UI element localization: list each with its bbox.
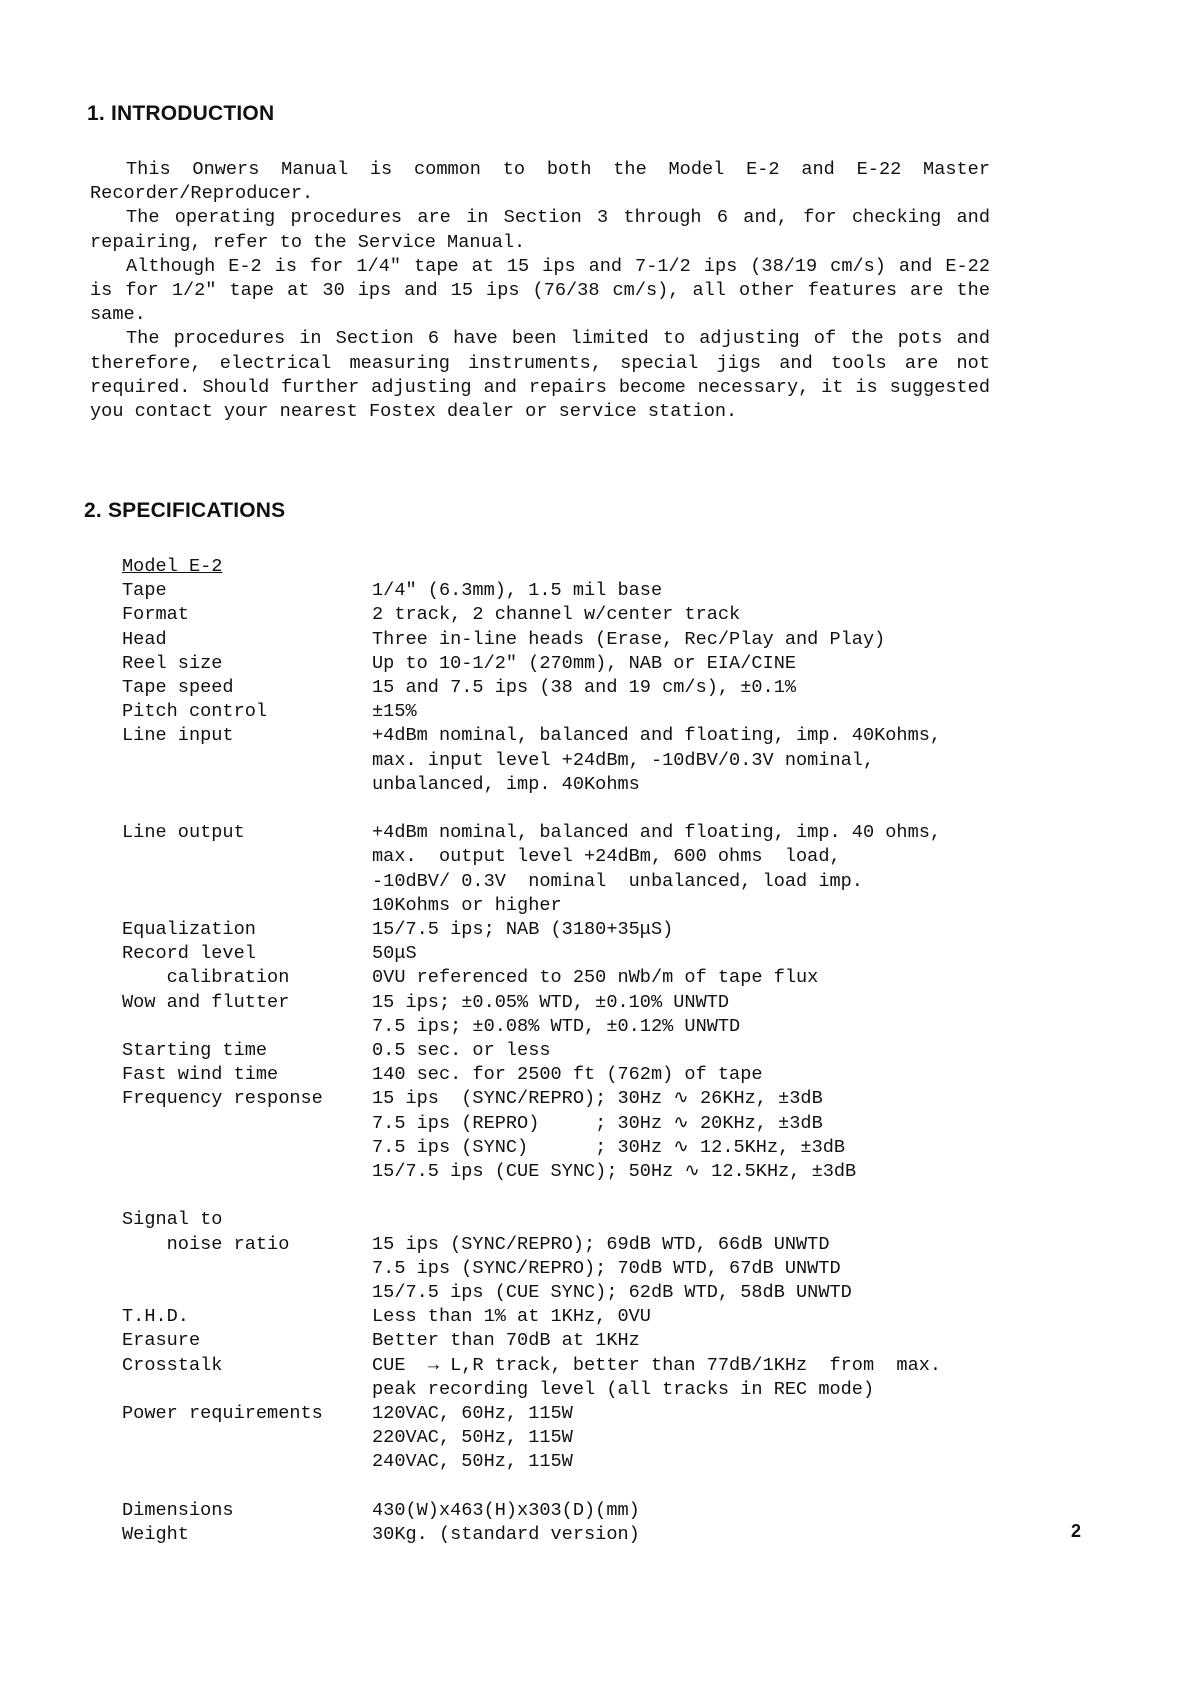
spec-value (372, 1499, 1002, 1523)
spec-row (122, 797, 1002, 821)
spec-rows (122, 579, 1002, 1547)
spec-value (372, 1402, 1002, 1475)
spec-value (372, 676, 1002, 700)
spec-row (122, 579, 1002, 603)
spec-value-line: 220VAC, 50Hz, 115W (372, 1427, 573, 1449)
spec-label: Starting time (122, 1040, 268, 1062)
spec-row (122, 603, 1002, 627)
spec-label: Tape (122, 580, 167, 602)
spec-row (122, 1063, 1002, 1087)
spec-label: Pitch control (122, 701, 268, 723)
spec-value-line: unbalanced, imp. 40Kohms (372, 773, 640, 795)
spec-row (122, 700, 1002, 724)
section-heading-specifications: 2. SPECIFICATIONS (84, 499, 286, 522)
introduction-body (90, 158, 990, 424)
spec-label (122, 1184, 372, 1208)
spec-value-line: 0.5 sec. or less (372, 1040, 551, 1062)
spec-value-line: 30Kg. (standard version) (372, 1524, 640, 1546)
spec-value-line: 240VAC, 50Hz, 115W (372, 1451, 573, 1473)
spec-value-line: 2 track, 2 channel w/center track (372, 604, 741, 626)
spec-value (372, 1039, 1002, 1063)
spec-value (372, 797, 1002, 821)
model-title: Model E-2 (122, 556, 223, 577)
spec-label: Dimensions (122, 1499, 234, 1521)
spec-value (372, 1184, 1002, 1208)
spec-value (372, 966, 1002, 990)
spec-value-line: 140 sec. for 2500 ft (762m) of tape (372, 1064, 763, 1086)
spec-value (372, 1305, 1002, 1329)
spec-value-line: 1/4" (6.3mm), 1.5 mil base (372, 580, 663, 602)
spec-value-line: 15/7.5 ips (CUE SYNC); 62dB WTD, 58dB UNWTD (372, 1282, 852, 1304)
spec-row (122, 1523, 1002, 1547)
spec-value-line: 7.5 ips (SYNC) ; 30Hz ∿ 12.5KHz, ±3dB (372, 1136, 846, 1158)
spec-label: Head (122, 628, 167, 650)
spec-row (122, 628, 1002, 652)
spec-label: Frequency response (122, 1088, 323, 1110)
spec-row (122, 1402, 1002, 1475)
spec-row (122, 918, 1002, 942)
spec-label: Format (122, 604, 189, 626)
spec-row (122, 966, 1002, 990)
spec-label: Equalization (122, 919, 256, 941)
spec-row (122, 1354, 1002, 1402)
spec-value-line: max. input level +24dBm, -10dBV/0.3V nominal, (372, 749, 875, 771)
spec-value-line: ±15% (372, 701, 417, 723)
spec-value-line: 15 and 7.5 ips (38 and 19 cm/s), ±0.1% (372, 677, 797, 698)
spec-value-line: Three in-line heads (Erase, Rec/Play and Play) (372, 628, 886, 650)
spec-label: Fast wind time (122, 1064, 279, 1086)
spec-value-line: 430(W)x463(H)x303(D)(mm) (372, 1499, 640, 1521)
spec-label: calibration (122, 967, 290, 989)
spec-value-line: Less than 1% at 1KHz, 0VU (372, 1306, 651, 1328)
spec-label (122, 797, 372, 821)
spec-value (372, 700, 1002, 724)
spec-row (122, 991, 1002, 1039)
intro-paragraph: The procedures in Section 6 have been limited to adjusting of the pots and therefore, electrical measuring instruments, special jigs and tools are not required. Should further adjusting and repairs become necessary, it is suggested you contact your nearest Fostex dealer or service station. (90, 328, 990, 423)
intro-paragraph: The operating procedures are in Section 3 through 6 and, for checking and repairing, refer to the Service Manual. (90, 207, 990, 253)
spec-label: Signal to (122, 1209, 223, 1231)
spec-value (372, 1475, 1002, 1499)
spec-value (372, 991, 1002, 1039)
spec-row (122, 1087, 1002, 1184)
spec-value-line: 7.5 ips; ±0.08% WTD, ±0.12% UNWTD (372, 1015, 741, 1037)
spec-label: noise ratio (122, 1233, 290, 1255)
spec-value-line: Better than 70dB at 1KHz (372, 1330, 640, 1352)
spec-value-line: 7.5 ips (REPRO) ; 30Hz ∿ 20KHz, ±3dB (372, 1112, 823, 1134)
spec-label: Record level (122, 943, 256, 965)
spec-value-line (372, 1475, 1002, 1499)
spec-value (372, 1523, 1002, 1547)
spec-label: Line output (122, 822, 245, 844)
spec-value-line: +4dBm nominal, balanced and floating, imp. 40Kohms, (372, 725, 942, 747)
spec-value (372, 1208, 1002, 1232)
spec-value-line: max. output level +24dBm, 600 ohms load, (372, 846, 841, 868)
spec-value-line: +4dBm nominal, balanced and floating, imp. 40 ohms, (372, 822, 942, 844)
spec-value-line: Up to 10-1/2" (270mm), NAB or EIA/CINE (372, 652, 797, 674)
spec-value-line: 120VAC, 60Hz, 115W (372, 1403, 573, 1425)
spec-row (122, 1475, 1002, 1499)
spec-label (122, 1475, 372, 1499)
spec-value (372, 724, 1002, 797)
spec-value (372, 603, 1002, 627)
spec-value-line: peak recording level (all tracks in REC mode) (372, 1378, 875, 1400)
section-heading-introduction: 1. INTRODUCTION (87, 102, 275, 125)
spec-row (122, 1329, 1002, 1353)
spec-value-line (372, 797, 1002, 821)
spec-value-line: 15/7.5 ips (CUE SYNC); 50Hz ∿ 12.5KHz, ±3dB (372, 1161, 857, 1183)
spec-row (122, 1233, 1002, 1306)
page-number: 2 (1071, 1521, 1082, 1541)
spec-row (122, 942, 1002, 966)
spec-value (372, 1354, 1002, 1402)
spec-value-line: 15 ips (SYNC/REPRO); 30Hz ∿ 26KHz, ±3dB (372, 1088, 823, 1110)
spec-value-line: 10Kohms or higher (372, 894, 562, 916)
spec-label: Erasure (122, 1330, 201, 1352)
spec-row (122, 821, 1002, 918)
spec-value-line (372, 1184, 1002, 1208)
spec-value (372, 1063, 1002, 1087)
spec-label: Weight (122, 1524, 189, 1546)
spec-label: Reel size (122, 652, 223, 674)
spec-value (372, 579, 1002, 603)
specifications-table (122, 555, 1002, 1547)
spec-value-line (372, 1208, 1002, 1232)
spec-row (122, 1305, 1002, 1329)
spec-value (372, 942, 1002, 966)
spec-value-line: 0VU referenced to 250 nWb/m of tape flux (372, 967, 819, 989)
spec-value (372, 652, 1002, 676)
spec-row (122, 676, 1002, 700)
spec-value-line: -10dBV/ 0.3V nominal unbalanced, load imp. (372, 870, 863, 892)
spec-label: T.H.D. (122, 1306, 189, 1328)
spec-value (372, 821, 1002, 918)
spec-label: Tape speed (122, 677, 234, 698)
spec-value (372, 628, 1002, 652)
spec-value-line: 50μS (372, 943, 417, 965)
spec-value (372, 1087, 1002, 1184)
spec-value (372, 1233, 1002, 1306)
spec-value-line: 7.5 ips (SYNC/REPRO); 70dB WTD, 67dB UNWTD (372, 1257, 841, 1279)
spec-row (122, 1499, 1002, 1523)
spec-value-line: 15 ips (SYNC/REPRO); 69dB WTD, 66dB UNWTD (372, 1233, 830, 1255)
spec-label: Power requirements (122, 1403, 323, 1425)
spec-value (372, 918, 1002, 942)
spec-row (122, 652, 1002, 676)
spec-row (122, 1184, 1002, 1208)
spec-value (372, 1329, 1002, 1353)
intro-paragraph: This Onwers Manual is common to both the Model E-2 and E-22 Master Recorder/Reproducer. (90, 159, 990, 205)
spec-value-line: 15 ips; ±0.05% WTD, ±0.10% UNWTD (372, 991, 730, 1013)
spec-label: Crosstalk (122, 1354, 223, 1376)
spec-row (122, 724, 1002, 797)
intro-paragraph: Although E-2 is for 1/4" tape at 15 ips and 7-1/2 ips (38/19 cm/s) and E-22 is for 1/2" tape at 30 ips and 15 ips (76/38 cm/s), all other features are the same. (90, 255, 990, 326)
spec-value-line: CUE → L,R track, better than 77dB/1KHz from max. (372, 1354, 942, 1376)
spec-value-line: 15/7.5 ips; NAB (3180+35μS) (372, 919, 674, 941)
spec-label: Line input (122, 725, 234, 747)
spec-label: Wow and flutter (122, 991, 290, 1013)
spec-row (122, 1208, 1002, 1232)
spec-row (122, 1039, 1002, 1063)
